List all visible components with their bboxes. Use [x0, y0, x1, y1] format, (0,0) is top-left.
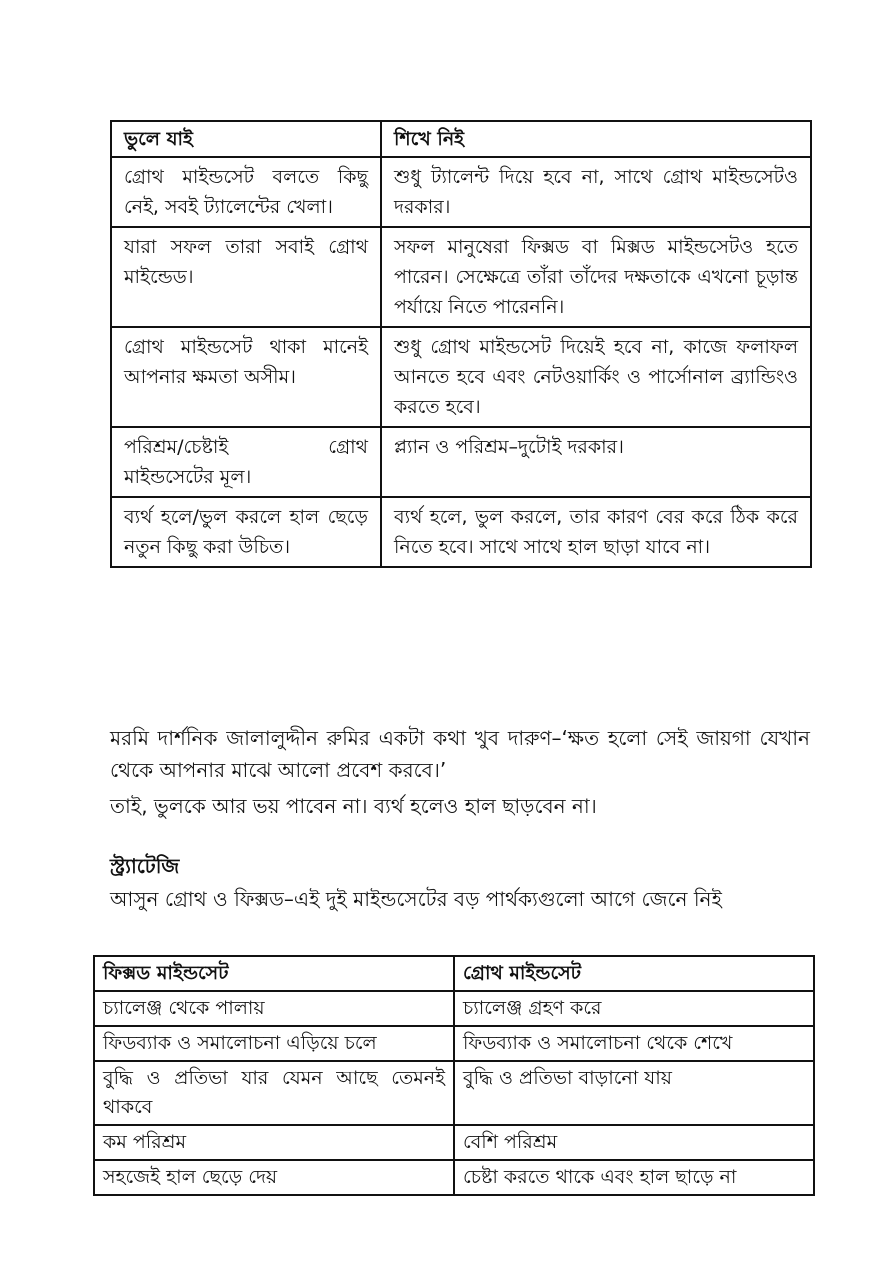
table-cell-forget: যারা সফল তারা সবাই গ্রোথ মাইন্ডেড।: [111, 227, 381, 327]
table-cell-forget: গ্রোথ মাইন্ডসেট থাকা মানেই আপনার ক্ষমতা অসীম।: [111, 327, 381, 427]
table-cell-learn: শুধু ট্যালেন্ট দিয়ে হবে না, সাথে গ্রোথ মাইন্ডসেটও দরকার।: [381, 157, 811, 227]
table-cell-growth: চেষ্টা করতে থাকে এবং হাল ছাড়ে না: [454, 1160, 814, 1195]
column-header-fixed: ফিক্সড মাইন্ডসেট: [94, 956, 454, 991]
table-cell-fixed: কম পরিশ্রম: [94, 1125, 454, 1160]
column-header-learn: শিখে নিই: [381, 121, 811, 157]
table-row: [111, 157, 811, 227]
table-cell-forget: ব্যর্থ হলে/ভুল করলে হাল ছেড়ে নতুন কিছু করা উচিত।: [111, 497, 381, 567]
table-cell-forget: পরিশ্রম/চেষ্টাই গ্রোথ মাইন্ডসেটের মূল।: [111, 427, 381, 497]
table-cell-growth: বুদ্ধি ও প্রতিভা বাড়ানো যায়: [454, 1061, 814, 1125]
table-header-row: [94, 956, 814, 991]
table-row: [111, 327, 811, 427]
column-header-forget: ভুলে যাই: [111, 121, 381, 157]
table-cell-fixed: ফিডব্যাক ও সমালোচনা এড়িয়ে চলে: [94, 1026, 454, 1061]
column-header-growth: গ্রোথ মাইন্ডসেট: [454, 956, 814, 991]
table-row: [111, 497, 811, 567]
table-cell-learn: শুধু গ্রোথ মাইন্ডসেট দিয়েই হবে না, কাজে ফলাফল আনতে হবে এবং নেটওয়ার্কিং ও পার্সোনাল ব্র্যান্ডিংও করতে হবে।: [381, 327, 811, 427]
strategy-heading: স্ট্র্যাটেজি: [110, 854, 180, 878]
rumi-quote-paragraph: মরমি দার্শনিক জালালুদ্দীন রুমির একটা কথা খুব দারুণ–‘ক্ষত হলো সেই জায়গা যেখান থেকে আপনার মাঝে আলো প্রবেশ করবে।’: [110, 726, 810, 782]
table-row: [94, 1026, 814, 1061]
table-row: [94, 991, 814, 1026]
table-row: [94, 1061, 814, 1125]
table-cell-fixed: চ্যালেঞ্জ থেকে পালায়: [94, 991, 454, 1026]
table-cell-growth: ফিডব্যাক ও সমালোচনা থেকে শেখে: [454, 1026, 814, 1061]
table-cell-fixed: সহজেই হাল ছেড়ে দেয়: [94, 1160, 454, 1195]
table-cell-growth: বেশি পরিশ্রম: [454, 1125, 814, 1160]
table-cell-learn: ব্যর্থ হলে, ভুল করলে, তার কারণ বের করে ঠিক করে নিতে হবে। সাথে সাথে হাল ছাড়া যাবে না।: [381, 497, 811, 567]
mindset-comparison-table: [93, 955, 815, 1196]
table-cell-learn: প্ল্যান ও পরিশ্রম–দুটোই দরকার।: [381, 427, 811, 497]
table-cell-fixed: বুদ্ধি ও প্রতিভা যার যেমন আছে তেমনই থাকবে: [94, 1061, 454, 1125]
strategy-intro: আসুন গ্রোথ ও ফিক্সড–এই দুই মাইন্ডসেটের বড় পার্থক্যগুলো আগে জেনে নিই: [110, 887, 722, 911]
advice-paragraph: তাই, ভুলকে আর ভয় পাবেন না। ব্যর্থ হলেও হাল ছাড়বেন না।: [110, 794, 597, 818]
table-header-row: [111, 121, 811, 157]
table-row: [94, 1125, 814, 1160]
table-row: [94, 1160, 814, 1195]
forget-learn-table: [110, 120, 812, 568]
table-cell-forget: গ্রোথ মাইন্ডসেট বলতে কিছু নেই, সবই ট্যালেন্টের খেলা।: [111, 157, 381, 227]
table-row: [111, 427, 811, 497]
table-cell-learn: সফল মানুষেরা ফিক্সড বা মিক্সড মাইন্ডসেটও হতে পারেন। সেক্ষেত্রে তাঁরা তাঁদের দক্ষতাকে এখনো চূড়ান্ত পর্যায়ে নিতে পারেননি।: [381, 227, 811, 327]
table-row: [111, 227, 811, 327]
table-cell-growth: চ্যালেঞ্জ গ্রহণ করে: [454, 991, 814, 1026]
